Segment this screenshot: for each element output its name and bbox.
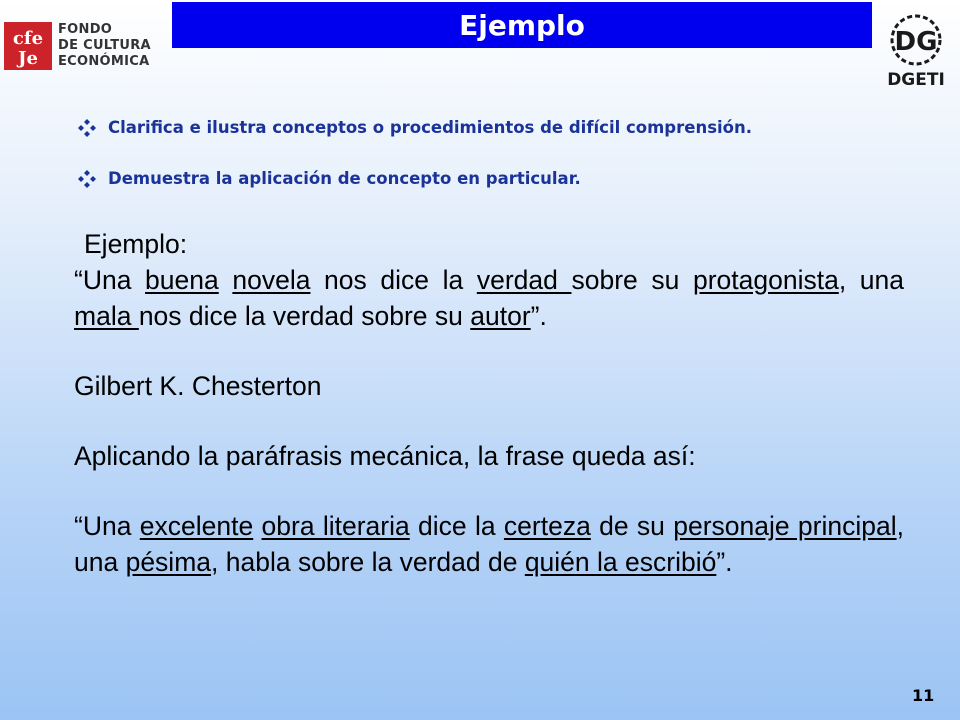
slide-title: Ejemplo — [459, 8, 585, 42]
quote-author: Gilbert K. Chesterton — [74, 371, 322, 401]
quote1-underlined-mala: mala — [74, 301, 139, 331]
fce-logo-icon — [4, 22, 52, 70]
bullet-text-1: Clarifica e ilustra conceptos o procedimientos de difícil comprensión. — [108, 118, 753, 137]
quote1-text-1: “Una — [74, 265, 146, 295]
quote2-text-6: , habla sobre la verdad de — [211, 547, 525, 577]
bullet-item — [78, 118, 948, 137]
dgeti-text: DGETI — [887, 70, 945, 90]
quote2-underlined-quien-la-escribio: quién la escribió — [524, 547, 717, 577]
original-quote — [74, 262, 904, 334]
quote1-underlined-autor: autor — [470, 301, 531, 331]
quote1-underlined-verdad: verdad — [476, 265, 572, 295]
bullet-list — [78, 118, 948, 220]
dgeti-logo — [874, 10, 958, 94]
quote2-text-3: dice la — [409, 511, 504, 541]
quote2-underlined-certeza: certeza — [503, 511, 591, 541]
paraphrased-quote — [74, 508, 904, 580]
quote1-text-6: nos dice la verdad sobre su — [138, 301, 471, 331]
logo-left-line-1: FONDO — [58, 22, 113, 37]
logo-left-text — [58, 22, 151, 70]
quote2-text-2 — [253, 511, 261, 541]
svg-text:DG: DG — [894, 27, 938, 57]
quote2-text-4: de su — [590, 511, 674, 541]
logo-left-line-2: DE CULTURA — [58, 38, 151, 53]
quote2-text-5: , una — [74, 511, 904, 577]
quote1-underlined-novela: novela — [232, 265, 311, 295]
dgeti-mark-icon — [874, 10, 958, 70]
example-label: Ejemplo: — [84, 229, 188, 259]
slide-body — [74, 226, 904, 580]
quote1-text-2 — [219, 265, 233, 295]
quote1-text-7: ”. — [530, 301, 547, 331]
bullet-text-2: Demuestra la aplicación de concepto en particular. — [108, 169, 581, 188]
quote2-text-1: “Una — [74, 511, 140, 541]
quote1-underlined-buena: buena — [145, 265, 219, 295]
slide-title-bar — [172, 2, 872, 48]
paraphrase-intro: Aplicando la paráfrasis mecánica, la frase queda así: — [74, 441, 696, 471]
quote1-text-4: sobre su — [571, 265, 693, 295]
quote2-text-7: ”. — [716, 547, 733, 577]
svg-text:Je: Je — [18, 48, 38, 69]
quote2-underlined-obra-literaria: obra literaria — [261, 511, 410, 541]
page-number: 11 — [912, 686, 935, 705]
logo-left-line-3: ECONÓMICA — [58, 54, 150, 69]
fondo-de-cultura-logo — [4, 16, 174, 76]
svg-text:cfe: cfe — [12, 28, 44, 49]
quote2-underlined-personaje-principal: personaje principal — [673, 511, 897, 541]
four-diamond-bullet-icon — [78, 119, 96, 137]
quote2-underlined-pesima: pésima — [125, 547, 212, 577]
quote1-underlined-protagonista: protagonista — [692, 265, 839, 295]
quote2-underlined-excelente: excelente — [139, 511, 254, 541]
quote1-text-5: , una — [838, 265, 904, 295]
four-diamond-bullet-icon — [78, 170, 96, 188]
quote1-text-3: nos dice la — [310, 265, 477, 295]
bullet-item — [78, 169, 948, 188]
